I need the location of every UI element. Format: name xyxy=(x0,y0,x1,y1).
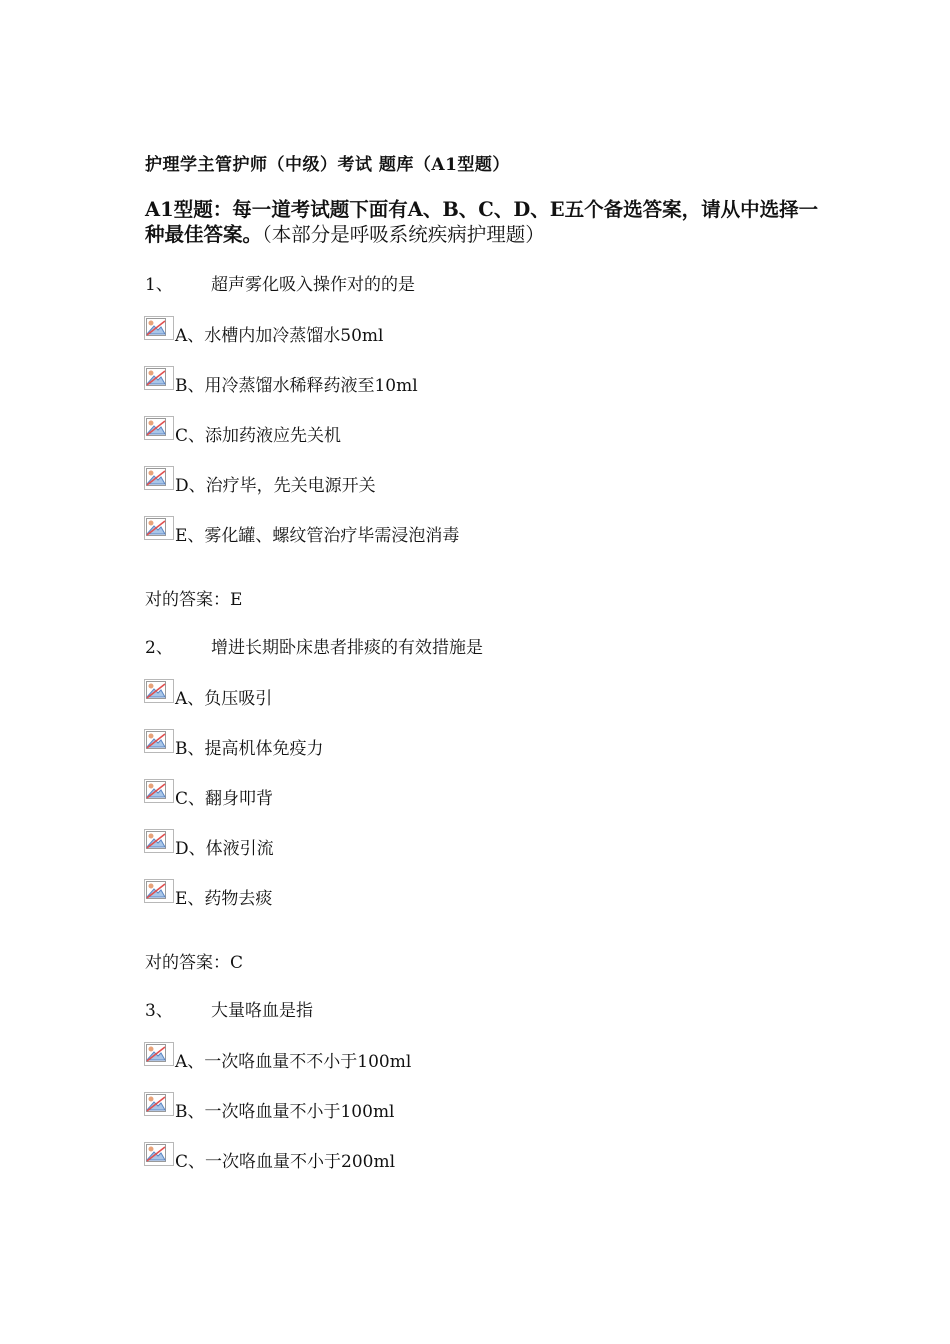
question-3 xyxy=(145,996,313,1021)
question-number: 1、 xyxy=(145,275,173,295)
instructions-normal-text: （本部分是呼吸系统疾病护理题） xyxy=(262,223,545,246)
option-text: A、水槽内加冷蒸馏水50ml xyxy=(175,326,384,346)
broken-image-icon xyxy=(144,879,174,903)
option-text: D、体液引流 xyxy=(175,839,274,859)
question-2-answer: 对的答案：C xyxy=(145,953,244,973)
broken-image-icon xyxy=(144,829,174,853)
question-3-option-c xyxy=(144,1142,396,1172)
option-text: E、雾化罐、螺纹管治疗毕需浸泡消毒 xyxy=(175,526,460,546)
option-text: B、用冷蒸馏水稀释药液至10ml xyxy=(175,376,418,396)
broken-image-icon xyxy=(144,1142,174,1166)
broken-image-icon xyxy=(144,466,174,490)
question-2-option-c xyxy=(144,779,274,809)
question-stem: 增进长期卧床患者排痰的有效措施是 xyxy=(211,638,483,658)
option-text: C、翻身叩背 xyxy=(175,789,274,809)
question-1-option-b xyxy=(144,366,418,396)
broken-image-icon xyxy=(144,1042,174,1066)
question-2-option-b xyxy=(144,729,324,759)
question-number: 2、 xyxy=(145,638,173,658)
broken-image-icon xyxy=(144,779,174,803)
document-title: 护理学主管护师（中级）考试 题库（A1型题） xyxy=(145,155,510,175)
question-1-answer: 对的答案：E xyxy=(145,590,243,610)
option-text: B、一次咯血量不小于100ml xyxy=(175,1102,395,1122)
question-1-option-e xyxy=(144,516,460,546)
question-stem: 大量咯血是指 xyxy=(211,1001,313,1021)
section-instructions xyxy=(145,197,825,247)
option-text: C、一次咯血量不小于200ml xyxy=(175,1152,396,1172)
instructions-bold-text: A1型题：每一道考试题下面有A、B、C、D、E五个备选答案，请从中选择一种最佳答案。 xyxy=(145,198,819,246)
question-1-option-c xyxy=(144,416,342,446)
question-number: 3、 xyxy=(145,1001,173,1021)
question-stem: 超声雾化吸入操作对的的是 xyxy=(211,275,415,295)
question-1-option-a xyxy=(144,316,384,346)
broken-image-icon xyxy=(144,366,174,390)
option-text: A、一次咯血量不不小于100ml xyxy=(175,1052,412,1072)
broken-image-icon xyxy=(144,729,174,753)
question-2-option-a xyxy=(144,679,273,709)
option-text: A、负压吸引 xyxy=(175,689,273,709)
broken-image-icon xyxy=(144,1092,174,1116)
question-2-option-e xyxy=(144,879,273,909)
question-3-option-b xyxy=(144,1092,395,1122)
broken-image-icon xyxy=(144,316,174,340)
question-3-option-a xyxy=(144,1042,412,1072)
question-1-option-d xyxy=(144,466,376,496)
question-2-option-d xyxy=(144,829,274,859)
option-text: E、药物去痰 xyxy=(175,889,273,909)
question-2 xyxy=(145,633,483,658)
broken-image-icon xyxy=(144,516,174,540)
option-text: B、提高机体免疫力 xyxy=(175,739,324,759)
question-1 xyxy=(145,270,415,295)
option-text: D、治疗毕，先关电源开关 xyxy=(175,476,376,496)
broken-image-icon xyxy=(144,679,174,703)
option-text: C、添加药液应先关机 xyxy=(175,426,342,446)
broken-image-icon xyxy=(144,416,174,440)
